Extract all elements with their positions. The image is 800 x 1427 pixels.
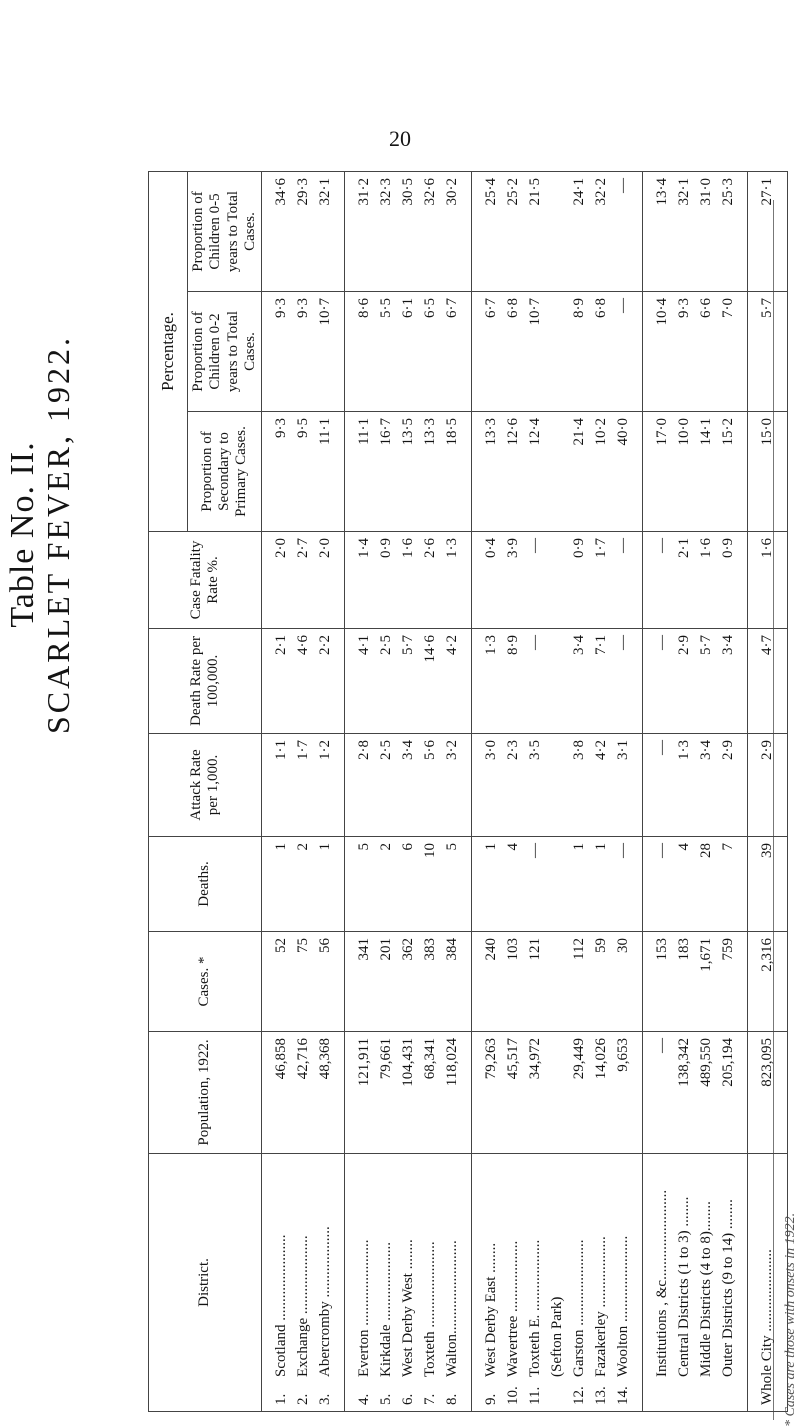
prop-0-2-value: 9·3 (295, 298, 311, 318)
cases-value: 121 (527, 938, 543, 961)
population-value: 79,263 (483, 1038, 499, 1080)
case-fatality-value: 3·9 (505, 538, 521, 558)
prop-0-5-value: 13·4 (654, 178, 670, 206)
district-line (314, 1160, 336, 1405)
blank-line (546, 538, 568, 622)
death-rate-value: 4·2 (444, 635, 460, 655)
district-cell (643, 1154, 748, 1412)
cases-cell (345, 932, 472, 1032)
cases-value: 341 (356, 938, 372, 961)
death-rate-value: 4·1 (356, 635, 372, 655)
cases-value: 30 (615, 938, 631, 953)
table-title (4, 0, 104, 1248)
district-name: Walton......................... (444, 1240, 460, 1377)
case-fatality-value: 0·4 (483, 538, 499, 558)
prop-0-5-value: 30·5 (400, 178, 416, 206)
prop-0-2-cell (262, 292, 345, 412)
case-fatality-value: 0·9 (571, 538, 587, 558)
district-line (568, 1160, 590, 1405)
population-value: 34,972 (527, 1038, 543, 1080)
prop-0-5-value: 29·3 (295, 178, 311, 206)
attack-rate-value: 2·3 (505, 740, 521, 760)
cases-value: 362 (400, 938, 416, 961)
whole-deaths: 39 (748, 837, 788, 932)
deaths-value: 1 (571, 843, 587, 851)
population-value: 118,024 (444, 1038, 460, 1087)
district-line (502, 1160, 524, 1405)
prop-secondary-cell (345, 412, 472, 532)
district-cell (345, 1154, 472, 1412)
district-name: Institutions , &c........................ (654, 1189, 670, 1377)
district-name: Outer Districts (9 to 14) ........ (720, 1199, 736, 1377)
whole-cases: 2,316 (748, 932, 788, 1032)
district-number: 6. (400, 1393, 416, 1405)
attack-rate-value: 2·5 (378, 740, 394, 760)
prop-secondary-value: 9·5 (295, 418, 311, 438)
table-row-group (262, 172, 345, 1412)
deaths-value: — (615, 843, 631, 858)
case-fatality-cell (262, 532, 345, 629)
blank-line (546, 843, 568, 925)
prop-0-5-cell (643, 172, 748, 292)
attack-rate-cell (345, 734, 472, 837)
header-deaths: Deaths. (149, 837, 262, 932)
table-body (262, 172, 788, 1412)
district-line (612, 1160, 634, 1405)
case-fatality-value: 1·6 (698, 538, 714, 558)
district-number: 3. (317, 1393, 333, 1405)
case-fatality-value: — (654, 538, 670, 553)
district-name: Wavertree ................... (505, 1240, 521, 1377)
population-value: 14,026 (593, 1038, 609, 1080)
prop-secondary-value: 17·0 (654, 418, 670, 446)
death-rate-value: 7·1 (593, 635, 609, 655)
deaths-value: 1 (593, 843, 609, 851)
header-percentage-group: Percentage. (149, 172, 188, 532)
deaths-value: 7 (720, 843, 736, 851)
cases-value: 240 (483, 938, 499, 961)
prop-0-5-value: 32·2 (593, 178, 609, 206)
cases-value: 112 (571, 938, 587, 960)
district-number: 2. (295, 1393, 311, 1405)
death-rate-cell (262, 629, 345, 734)
deaths-cell (643, 837, 748, 932)
deaths-value: 1 (483, 843, 499, 851)
death-rate-value: 2·9 (676, 635, 692, 655)
page-number: 20 (389, 126, 411, 151)
case-fatality-value: 2·7 (295, 538, 311, 558)
prop-secondary-value: 11·1 (317, 418, 333, 445)
deaths-value: 2 (295, 843, 311, 851)
population-value: 46,858 (273, 1038, 289, 1080)
attack-rate-value: 2·9 (720, 740, 736, 760)
table-title-line1: Table No. II. (4, 441, 41, 628)
death-rate-value: 4·6 (295, 635, 311, 655)
attack-rate-cell (643, 734, 748, 837)
prop-secondary-value: 40·0 (615, 418, 631, 446)
district-line (590, 1160, 612, 1405)
prop-secondary-cell (643, 412, 748, 532)
prop-0-5-value: 32·3 (378, 178, 394, 206)
case-fatality-cell (345, 532, 472, 629)
prop-0-2-value: 10·7 (317, 298, 333, 326)
death-rate-value: 3·4 (571, 635, 587, 655)
prop-secondary-value: 13·5 (400, 418, 416, 446)
deaths-value: 1 (317, 843, 333, 851)
deaths-cell (472, 837, 643, 932)
district-number: 1. (273, 1393, 289, 1405)
attack-rate-value: 5·6 (422, 740, 438, 760)
deaths-value: — (527, 843, 543, 858)
cases-value: 183 (676, 938, 692, 961)
deaths-value: 6 (400, 843, 416, 851)
deaths-value: 4 (676, 843, 692, 851)
death-rate-value: 5·7 (400, 635, 416, 655)
district-line (651, 1160, 673, 1405)
death-rate-value: 3·4 (720, 635, 736, 655)
attack-rate-value: 1·3 (676, 740, 692, 760)
prop-0-5-value: 34·6 (273, 178, 289, 206)
district-cell (472, 1154, 643, 1412)
cases-value: 201 (378, 938, 394, 961)
prop-0-5-value: 32·6 (422, 178, 438, 206)
prop-0-2-cell (472, 292, 643, 412)
attack-rate-value: 1·2 (317, 740, 333, 760)
blank-line (546, 178, 568, 285)
prop-0-2-value: 6·8 (505, 298, 521, 318)
district-name: Central Districts (1 to 3) ........ (676, 1196, 692, 1377)
prop-secondary-value: 12·4 (527, 418, 543, 446)
population-cell (472, 1032, 643, 1154)
header-attack-rate: Attack Rate per 1,000. (149, 734, 262, 837)
attack-rate-value: 3·4 (400, 740, 416, 760)
case-fatality-value: 1·6 (400, 538, 416, 558)
blank-line (546, 1038, 568, 1147)
population-value: 489,550 (698, 1038, 714, 1087)
deaths-value: 5 (444, 843, 460, 851)
prop-0-5-value: 32·1 (676, 178, 692, 206)
case-fatality-value: — (615, 538, 631, 553)
prop-0-2-value: 7·0 (720, 298, 736, 318)
district-line (546, 1160, 568, 1405)
population-value: 42,716 (295, 1038, 311, 1080)
case-fatality-value: 0·9 (720, 538, 736, 558)
cases-value: 59 (593, 938, 609, 953)
attack-rate-value: 3·0 (483, 740, 499, 760)
prop-0-2-value: 8·9 (571, 298, 587, 318)
cases-value: 1,671 (698, 938, 714, 972)
attack-rate-value: 3·4 (698, 740, 714, 760)
district-line (419, 1160, 441, 1405)
header-prop-0-5: Proportion of Children 0-5 years to Total Cases. (188, 172, 262, 292)
death-rate-value: 8·9 (505, 635, 521, 655)
district-line (397, 1160, 419, 1405)
case-fatality-value: 1·7 (593, 538, 609, 558)
deaths-value: — (654, 843, 670, 858)
district-name: West Derby West ........ (400, 1239, 416, 1377)
blank-line (546, 740, 568, 830)
district-name: Toxteth ....................... (422, 1241, 438, 1377)
deaths-value: 28 (698, 843, 714, 858)
district-name: Everton ....................... (356, 1239, 372, 1377)
prop-0-2-cell (643, 292, 748, 412)
prop-0-5-value: 25·2 (505, 178, 521, 206)
header-prop-0-2: Proportion of Children 0-2 years to Total Cases. (188, 292, 262, 412)
attack-rate-cell (472, 734, 643, 837)
district-name: Middle Districts (4 to 8)........ (698, 1201, 714, 1377)
cases-value: 384 (444, 938, 460, 961)
deaths-value: 2 (378, 843, 394, 851)
cases-cell (472, 932, 643, 1032)
death-rate-value: — (527, 635, 543, 650)
prop-0-2-value: 6·6 (698, 298, 714, 318)
death-rate-value: 2·2 (317, 635, 333, 655)
prop-0-2-value: 6·7 (444, 298, 460, 318)
death-rate-value: 2·5 (378, 635, 394, 655)
district-line (292, 1160, 314, 1405)
population-value: 205,194 (720, 1038, 736, 1087)
prop-0-5-cell (472, 172, 643, 292)
district-number: 9. (483, 1393, 499, 1405)
cases-value: 759 (720, 938, 736, 961)
prop-0-5-cell (262, 172, 345, 292)
deaths-value: 1 (273, 843, 289, 851)
prop-0-5-value: 32·1 (317, 178, 333, 206)
cases-cell (262, 932, 345, 1032)
death-rate-value: 1·3 (483, 635, 499, 655)
whole-prop-secondary: 15·0 (748, 412, 788, 532)
population-value: 29,449 (571, 1038, 587, 1080)
cases-value: 153 (654, 938, 670, 961)
whole-death-rate: 4·7 (748, 629, 788, 734)
attack-rate-value: 4·2 (593, 740, 609, 760)
prop-secondary-value: 12·6 (505, 418, 521, 446)
district-name: Toxteth E. ................... (527, 1239, 543, 1377)
district-line (717, 1160, 739, 1405)
whole-city-label: Whole City ...................... (748, 1154, 788, 1412)
district-line (353, 1160, 375, 1405)
district-number: 7. (422, 1393, 438, 1405)
population-value: 138,342 (676, 1038, 692, 1087)
death-rate-cell (472, 629, 643, 734)
prop-0-2-cell (345, 292, 472, 412)
prop-secondary-value: 9·3 (273, 418, 289, 438)
district-number: 12. (571, 1386, 587, 1405)
prop-secondary-cell (262, 412, 345, 532)
prop-secondary-value: 14·1 (698, 418, 714, 446)
attack-rate-value: 3·5 (527, 740, 543, 760)
data-table (148, 171, 788, 1412)
deaths-cell (345, 837, 472, 932)
attack-rate-value: 1·7 (295, 740, 311, 760)
population-value: 68,341 (422, 1038, 438, 1080)
table-row-group (472, 172, 643, 1412)
attack-rate-value: 3·2 (444, 740, 460, 760)
prop-secondary-value: 10·2 (593, 418, 609, 446)
case-fatality-value: — (527, 538, 543, 553)
prop-secondary-value: 16·7 (378, 418, 394, 446)
deaths-value: 10 (422, 843, 438, 858)
district-name: Fazakerley ................... (593, 1236, 609, 1377)
district-number: 4. (356, 1393, 372, 1405)
case-fatality-value: 0·9 (378, 538, 394, 558)
case-fatality-cell (472, 532, 643, 629)
cases-value: 75 (295, 938, 311, 953)
attack-rate-value: — (654, 740, 670, 755)
cases-value: 52 (273, 938, 289, 953)
case-fatality-cell (643, 532, 748, 629)
table-title-line2: SCARLET FEVER, 1922. (40, 335, 77, 734)
prop-0-2-value: — (615, 298, 631, 313)
district-name: Garston ....................... (571, 1239, 587, 1377)
death-rate-value: — (615, 635, 631, 650)
district-number: 13. (593, 1386, 609, 1405)
header-population: Population, 1922. (149, 1032, 262, 1154)
case-fatality-value: 1·3 (444, 538, 460, 558)
prop-0-5-value: 25·4 (483, 178, 499, 206)
prop-0-5-value: 21·5 (527, 178, 543, 206)
whole-prop-0-2: 5·7 (748, 292, 788, 412)
footnote: * Cases are those with onsets in 1922. (783, 1212, 798, 1427)
prop-0-2-value: 6·1 (400, 298, 416, 318)
death-rate-value: — (654, 635, 670, 650)
population-value: — (654, 1038, 670, 1053)
district-line (270, 1160, 292, 1405)
table-row-group (345, 172, 472, 1412)
population-cell (643, 1032, 748, 1154)
prop-0-5-value: 25·3 (720, 178, 736, 206)
district-name: West Derby East ........ (483, 1242, 499, 1377)
prop-0-5-value: 31·2 (356, 178, 372, 206)
header-prop-secondary: Proportion of Secondary to Primary Cases. (188, 412, 262, 532)
death-rate-value: 2·1 (273, 635, 289, 655)
district-line (441, 1160, 463, 1405)
district-cell (262, 1154, 345, 1412)
table-row-whole-city (748, 172, 788, 1412)
case-fatality-value: 2·6 (422, 538, 438, 558)
population-value: 121,911 (356, 1038, 372, 1087)
header-cases: Cases. * (149, 932, 262, 1032)
prop-0-2-value: 6·8 (593, 298, 609, 318)
blank-line (546, 418, 568, 525)
whole-attack-rate: 2·9 (748, 734, 788, 837)
case-fatality-value: 2·1 (676, 538, 692, 558)
prop-0-2-value: 10·7 (527, 298, 543, 326)
prop-secondary-value: 11·1 (356, 418, 372, 445)
attack-rate-cell (262, 734, 345, 837)
case-fatality-value: 2·0 (273, 538, 289, 558)
district-number: 5. (378, 1393, 394, 1405)
population-value: 79,661 (378, 1038, 394, 1080)
prop-0-5-value: — (615, 178, 631, 193)
deaths-value: 4 (505, 843, 521, 851)
prop-secondary-value: 18·5 (444, 418, 460, 446)
district-name: Abercromby ................... (317, 1226, 333, 1377)
cases-value: 383 (422, 938, 438, 961)
population-value: 48,368 (317, 1038, 333, 1080)
whole-prop-0-5: 27·1 (748, 172, 788, 292)
attack-rate-value: 1·1 (273, 740, 289, 760)
attack-rate-value: 3·1 (615, 740, 631, 760)
district-number: 10. (505, 1386, 521, 1405)
district-name: (Sefton Park) (549, 1296, 565, 1377)
district-number: 11. (527, 1386, 543, 1405)
population-cell (262, 1032, 345, 1154)
district-line (695, 1160, 717, 1405)
prop-0-5-cell (345, 172, 472, 292)
population-value: 9,653 (615, 1038, 631, 1072)
prop-secondary-value: 13·3 (483, 418, 499, 446)
prop-0-5-value: 31·0 (698, 178, 714, 206)
header-district: District. (149, 1154, 262, 1412)
population-value: 45,517 (505, 1038, 521, 1080)
prop-secondary-value: 21·4 (571, 418, 587, 446)
attack-rate-value: 3·8 (571, 740, 587, 760)
prop-secondary-cell (472, 412, 643, 532)
district-line (480, 1160, 502, 1405)
district-name: Exchange ..................... (295, 1235, 311, 1377)
header-death-rate: Death Rate per 100,000. (149, 629, 262, 734)
district-name: Kirkdale ..................... (378, 1242, 394, 1377)
prop-0-2-value: 9·3 (676, 298, 692, 318)
death-rate-cell (643, 629, 748, 734)
deaths-cell (262, 837, 345, 932)
attack-rate-value: 2·8 (356, 740, 372, 760)
scarlet-fever-table (148, 172, 775, 1412)
blank-line (546, 298, 568, 405)
population-value: 104,431 (400, 1038, 416, 1087)
prop-0-2-value: 6·7 (483, 298, 499, 318)
death-rate-value: 14·6 (422, 635, 438, 663)
district-number: 8. (444, 1393, 460, 1405)
case-fatality-value: 1·4 (356, 538, 372, 558)
deaths-value: 5 (356, 843, 372, 851)
prop-0-5-value: 30·2 (444, 178, 460, 206)
whole-case-fatality: 1·6 (748, 532, 788, 629)
district-name: Scotland ....................... (273, 1234, 289, 1377)
district-line (524, 1160, 546, 1405)
district-number: 14. (615, 1386, 631, 1405)
prop-0-2-value: 9·3 (273, 298, 289, 318)
cases-cell (643, 932, 748, 1032)
blank-line (546, 938, 568, 1025)
blank-line (546, 635, 568, 727)
case-fatality-value: 2·0 (317, 538, 333, 558)
district-line (673, 1160, 695, 1405)
prop-secondary-value: 10·0 (676, 418, 692, 446)
prop-0-2-value: 8·6 (356, 298, 372, 318)
whole-population: 823,095 (748, 1032, 788, 1154)
header-case-fatality: Case Fatality Rate %. (149, 532, 262, 629)
prop-0-2-value: 10·4 (654, 298, 670, 326)
cases-value: 56 (317, 938, 333, 953)
prop-0-5-value: 24·1 (571, 178, 587, 206)
district-name: Woolton ....................... (615, 1235, 631, 1377)
table-row-group (643, 172, 748, 1412)
prop-0-2-value: 5·5 (378, 298, 394, 318)
prop-0-2-value: 6·5 (422, 298, 438, 318)
cases-value: 103 (505, 938, 521, 961)
prop-secondary-value: 13·3 (422, 418, 438, 446)
death-rate-cell (345, 629, 472, 734)
district-line (375, 1160, 397, 1405)
population-cell (345, 1032, 472, 1154)
prop-secondary-value: 15·2 (720, 418, 736, 446)
death-rate-value: 5·7 (698, 635, 714, 655)
